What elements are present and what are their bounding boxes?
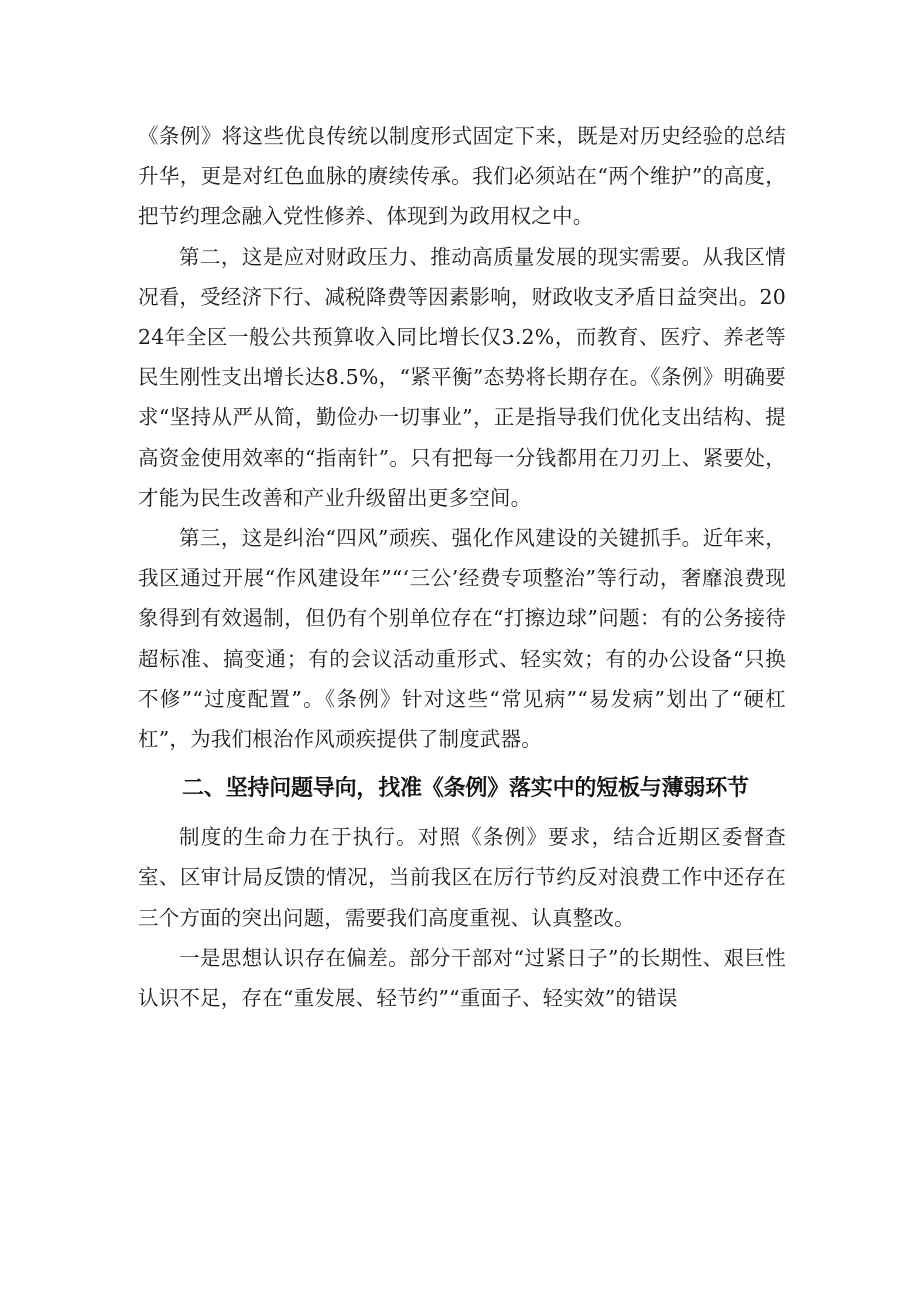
- paragraph-continuation: 《条例》将这些优良传统以制度形式固定下来，既是对历史经验的总结升华，更是对红色血脉的赓续传承。我们必须站在“两个维护”的高度，把节约理念融入党性修养、体现到为政用权之中。: [138, 124, 786, 229]
- section-heading: 二、坚持问题导向，找准《条例》落实中的短板与薄弱环节: [182, 776, 749, 802]
- paragraph-section-intro: 制度的生命力在于执行。对照《条例》要求，结合近期区委督查室、区审计局反馈的情况，当前我区在厉行节约反对浪费工作中还存在三个方面的突出问题，需要我们高度重视、认真整改。: [138, 825, 786, 930]
- paragraph-first-problem: 一是思想认识存在偏差。部分干部对“过紧日子”的长期性、艰巨性认识不足，存在“重发展、轻节约”“重面子、轻实效”的错误: [138, 945, 786, 1011]
- document-body: [138, 116, 786, 1018]
- paragraph-second-point: 第二，这是应对财政压力、推动高质量发展的现实需要。从我区情况看，受经济下行、减税降费等因素影响，财政收支矛盾日益突出。2024年全区一般公共预算收入同比增长仅3.2%，而教育、医疗、养老等民生刚性支出增长达8.5%，“紧平衡”态势将长期存在。《条例》明确要求“坚持从严从简，勤俭办一切事业”，正是指导我们优化支出结构、提高资金使用效率的“指南针”。只有把每一分钱都用在刀刃上、紧要处，才能为民生改善和产业升级留出更多空间。: [138, 244, 786, 510]
- paragraph-third-point: 第三，这是纠治“四风”顽疾、强化作风建设的关键抓手。近年来，我区通过开展“作风建设年”“‘三公’经费专项整治”等行动，奢靡浪费现象得到有效遏制，但仍有个别单位存在“打擦边球”问题：有的公务接待超标准、搞变通；有的会议活动重形式、轻实效；有的办公设备“只换不修”“过度配置”。《条例》针对这些“常见病”“易发病”划出了“硬杠杠”，为我们根治作风顽疾提供了制度武器。: [138, 526, 786, 752]
